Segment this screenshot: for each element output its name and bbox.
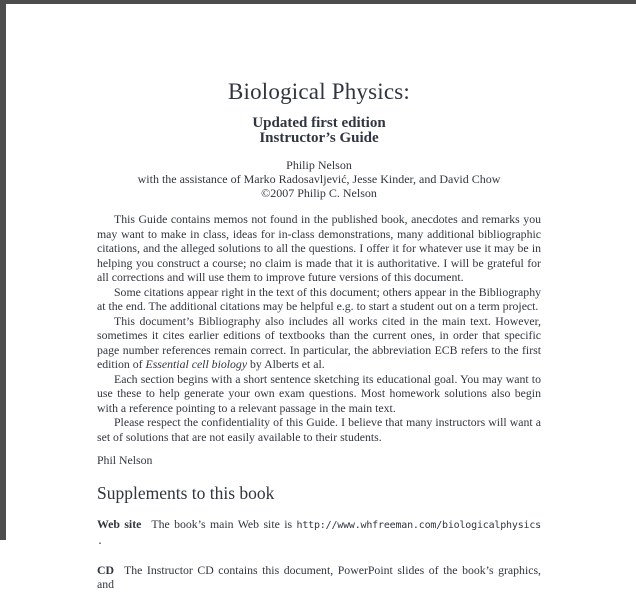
author-assistance: with the assistance of Marko Radosavljević, Jesse Kinder, and David Chow <box>137 172 501 186</box>
paragraph-text: by Alberts et al. <box>247 357 325 371</box>
paragraph: Each section begins with a short sentence sketching its educational goal. You may want to use these to help generate your own exam questions. Most homework solutions also begin with a reference pointing to a relevant passage in the main text. <box>97 371 541 415</box>
paragraph <box>97 314 541 372</box>
book-title-italic: Essential cell biology <box>145 357 248 371</box>
author-block <box>97 158 541 200</box>
paragraph: Please respect the confidentiality of this Guide. I believe that many instructors will want a set of solutions that are not easily available to their students. <box>97 415 541 444</box>
document-subtitle <box>97 116 541 145</box>
paragraph-text: This document’s Bibliography also includes all works cited in the main text. However, sometimes it cites earlier editions of textbooks than the current ones, in order that specific page number references remain correct. In particular, the abbreviation ECB refers to the first edition of <box>97 313 541 371</box>
document-title: Biological Physics: <box>227 79 411 104</box>
supplement-text: The book’s main Web site is <box>151 516 297 531</box>
signature: Phil Nelson <box>97 453 153 467</box>
supplement-label: Web site <box>97 516 142 531</box>
website-url[interactable]: http://www.whfreeman.com/biologicalphysics <box>296 519 541 531</box>
supplement-label: CD <box>97 562 115 577</box>
author-name: Philip Nelson <box>286 158 352 172</box>
supplement-website <box>97 517 541 550</box>
subtitle-edition: Updated first edition <box>252 115 386 131</box>
subtitle-guide: Instructor’s Guide <box>259 129 379 146</box>
section-heading: Supplements to this book <box>97 482 275 503</box>
document-page <box>97 0 541 592</box>
paragraph: This Guide contains memos not found in the published book, anecdotes and remarks you may want to make in class, ideas for in-class demonstrations, many additional bibliographic citations, and the alleged solutions to all the questions. I offer it for whatever use it may be in helping you construct a course; no claim is made that it is authoritative. I will be grateful for all corrections and will use them to improve future versions of this document. <box>97 212 541 284</box>
copyright-line: ©2007 Philip C. Nelson <box>261 186 377 200</box>
supplement-cd <box>97 563 541 592</box>
viewer-left-border <box>0 0 6 540</box>
paragraph: Some citations appear right in the text of this document; others appear in the Bibliography at the end. The additional citations may be helpful e.g. to start a student out on a term project. <box>97 284 541 313</box>
body-text <box>97 212 541 444</box>
supplement-text: . <box>97 536 103 547</box>
supplement-text: The Instructor CD contains this document, PowerPoint slides of the book’s graphics, and <box>97 562 541 591</box>
